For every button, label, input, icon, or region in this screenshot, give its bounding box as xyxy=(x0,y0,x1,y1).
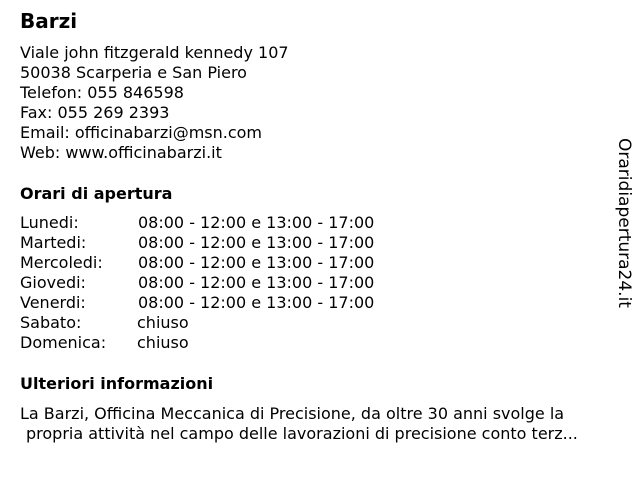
hours-time-value: chiuso xyxy=(137,313,189,332)
description-line: La Barzi, Officina Meccanica di Precisione, da oltre 30 anni svolge la xyxy=(20,404,565,423)
email-address: Email: officinabarzi@msn.com xyxy=(20,123,263,142)
hours-day-label: Giovedi: xyxy=(20,273,86,292)
contact-block xyxy=(20,43,289,163)
opening-hours-heading: Orari di apertura xyxy=(20,184,173,203)
hours-day-label: Mercoledi: xyxy=(20,253,103,272)
hours-day-label: Martedi: xyxy=(20,233,87,252)
hours-time-value: chiuso xyxy=(137,333,189,352)
hours-time-value: 08:00 - 12:00 e 13:00 - 17:00 xyxy=(138,273,375,292)
hours-time-value: 08:00 - 12:00 e 13:00 - 17:00 xyxy=(138,213,375,232)
hours-day-label: Sabato: xyxy=(20,313,82,332)
additional-info-heading: Ulteriori informazioni xyxy=(20,374,214,393)
description-line: propria attività nel campo delle lavorazioni di precisione conto terz... xyxy=(26,424,578,443)
hours-time-value: 08:00 - 12:00 e 13:00 - 17:00 xyxy=(138,253,375,272)
website-address: Web: www.officinabarzi.it xyxy=(20,143,222,162)
watermark-text: Oraridiapertura24.it xyxy=(614,138,635,308)
business-name: Barzi xyxy=(20,9,78,33)
business-description xyxy=(20,404,630,444)
address-city: 50038 Scarperia e San Piero xyxy=(20,63,247,82)
watermark xyxy=(609,135,639,311)
fax-number: Fax: 055 269 2393 xyxy=(20,103,170,122)
phone-number: Telefon: 055 846598 xyxy=(20,83,184,102)
hours-day-label: Venerdi: xyxy=(20,293,86,312)
hours-day-label: Lunedi: xyxy=(20,213,79,232)
address-street: Viale john fitzgerald kennedy 107 xyxy=(20,43,289,62)
hours-time-value: 08:00 - 12:00 e 13:00 - 17:00 xyxy=(138,293,375,312)
hours-day-label: Domenica: xyxy=(20,333,107,352)
hours-time-value: 08:00 - 12:00 e 13:00 - 17:00 xyxy=(138,233,375,252)
